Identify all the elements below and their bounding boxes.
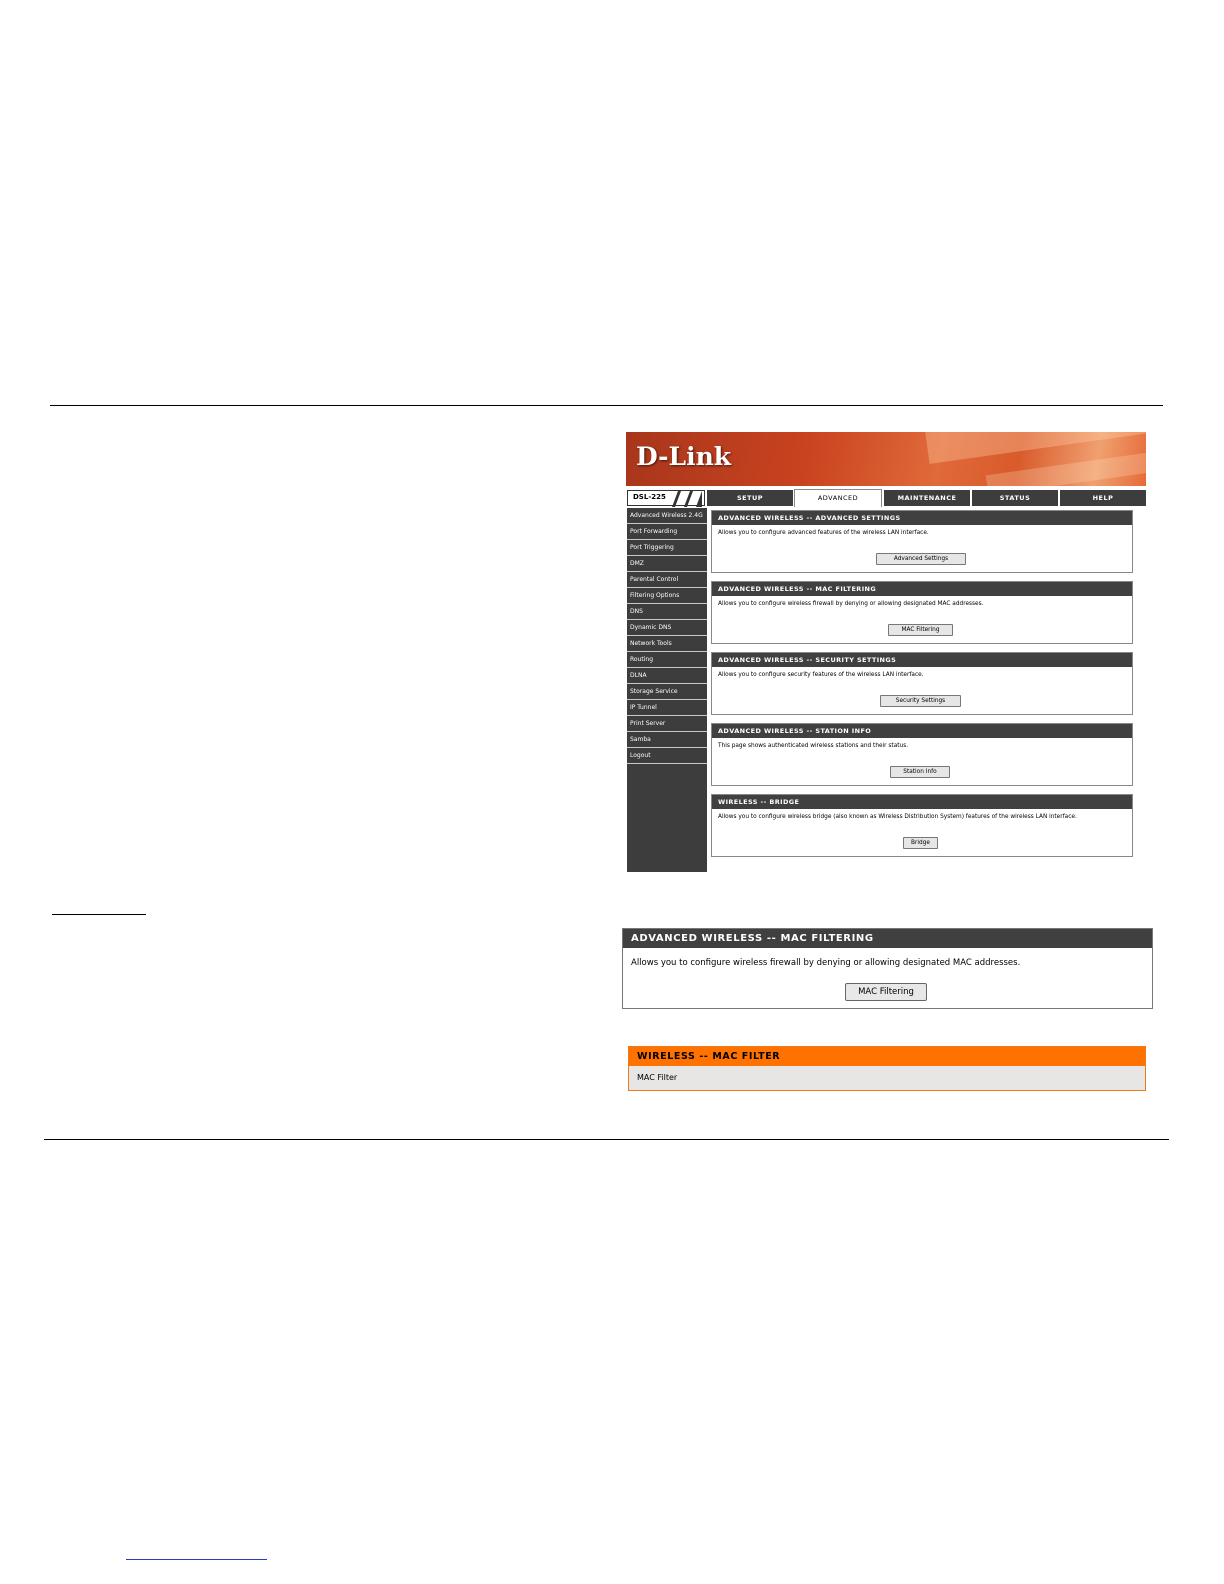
sidebar-item-storage-service[interactable]: Storage Service bbox=[627, 684, 707, 700]
tab-status[interactable]: STATUS bbox=[972, 490, 1058, 506]
panel-station-info bbox=[711, 723, 1133, 786]
router-ui-screenshot bbox=[626, 432, 1146, 872]
sidebar-item-dns[interactable]: DNS bbox=[627, 604, 707, 620]
sidebar-item-dlna[interactable]: DLNA bbox=[627, 668, 707, 684]
tab-setup[interactable]: SETUP bbox=[707, 490, 793, 506]
mac-filtering-button[interactable]: MAC Filtering bbox=[888, 624, 953, 636]
panel-description: Allows you to configure security features of the wireless LAN interface. bbox=[718, 672, 924, 678]
advanced-settings-button[interactable]: Advanced Settings bbox=[876, 553, 966, 565]
dlink-banner bbox=[626, 432, 1146, 486]
sidebar-item-port-forwarding[interactable]: Port Forwarding bbox=[627, 524, 707, 540]
panel-description: Allows you to configure wireless firewall by denying or allowing designated MAC addresses. bbox=[718, 601, 984, 607]
panel-description: Allows you to configure wireless bridge (also known as Wireless Distribution System) features of the wireless LAN interface. bbox=[718, 814, 1077, 820]
sidebar-item-print-server[interactable]: Print Server bbox=[627, 716, 707, 732]
filter-box-title: WIRELESS -- MAC FILTER bbox=[629, 1047, 1145, 1066]
top-divider bbox=[50, 405, 1163, 406]
mac-filter-label: MAC Filter bbox=[637, 1073, 678, 1082]
mac-filtering-button[interactable]: MAC Filtering bbox=[845, 983, 927, 1001]
panel-title: ADVANCED WIRELESS -- SECURITY SETTINGS bbox=[712, 653, 1132, 667]
panel-title: ADVANCED WIRELESS -- MAC FILTERING bbox=[712, 582, 1132, 596]
slash-decoration-icon bbox=[672, 491, 702, 507]
sidebar-item-dmz[interactable]: DMZ bbox=[627, 556, 707, 572]
footer-link[interactable] bbox=[126, 1559, 267, 1560]
security-settings-button[interactable]: Security Settings bbox=[880, 695, 961, 707]
panel-title: ADVANCED WIRELESS -- MAC FILTERING bbox=[623, 929, 1152, 948]
sidebar-item-network-tools[interactable]: Network Tools bbox=[627, 636, 707, 652]
sidebar-item-advanced-wireless[interactable]: Advanced Wireless 2.4G bbox=[627, 508, 707, 524]
panel-description: Allows you to configure advanced features of the wireless LAN interface. bbox=[718, 530, 929, 536]
sidebar-item-samba[interactable]: Samba bbox=[627, 732, 707, 748]
sidebar-item-ip-tunnel[interactable]: IP Tunnel bbox=[627, 700, 707, 716]
sidebar bbox=[627, 508, 707, 872]
model-badge bbox=[627, 490, 705, 506]
station-info-button[interactable]: Station Info bbox=[890, 766, 950, 778]
heading-underline bbox=[52, 914, 146, 915]
bridge-button[interactable]: Bridge bbox=[903, 837, 938, 849]
bottom-divider bbox=[44, 1139, 1169, 1140]
panel-wireless-bridge bbox=[711, 794, 1133, 857]
panel-title: ADVANCED WIRELESS -- ADVANCED SETTINGS bbox=[712, 511, 1132, 525]
tab-help[interactable]: HELP bbox=[1060, 490, 1146, 506]
panel-advanced-settings bbox=[711, 510, 1133, 573]
sidebar-item-parental-control[interactable]: Parental Control bbox=[627, 572, 707, 588]
panel-security-settings bbox=[711, 652, 1133, 715]
wireless-mac-filter-box bbox=[628, 1046, 1146, 1091]
panel-mac-filtering bbox=[711, 581, 1133, 644]
panel-description: This page shows authenticated wireless stations and their status. bbox=[718, 743, 909, 749]
sidebar-item-filtering-options[interactable]: Filtering Options bbox=[627, 588, 707, 604]
panel-title: ADVANCED WIRELESS -- STATION INFO bbox=[712, 724, 1132, 738]
panel-description: Allows you to configure wireless firewall by denying or allowing designated MAC addresses. bbox=[631, 958, 1021, 968]
panel-title: WIRELESS -- BRIDGE bbox=[712, 795, 1132, 809]
sidebar-item-dynamic-dns[interactable]: Dynamic DNS bbox=[627, 620, 707, 636]
sidebar-item-logout[interactable]: Logout bbox=[627, 748, 707, 764]
model-label: DSL-225 bbox=[633, 493, 666, 501]
main-content bbox=[711, 510, 1133, 865]
tab-advanced[interactable]: ADVANCED bbox=[794, 489, 882, 507]
tab-maintenance[interactable]: MAINTENANCE bbox=[884, 490, 970, 506]
sidebar-item-port-triggering[interactable]: Port Triggering bbox=[627, 540, 707, 556]
sidebar-item-routing[interactable]: Routing bbox=[627, 652, 707, 668]
dlink-logo: D-Link bbox=[636, 442, 732, 471]
mac-filtering-panel-zoom bbox=[622, 928, 1153, 1009]
